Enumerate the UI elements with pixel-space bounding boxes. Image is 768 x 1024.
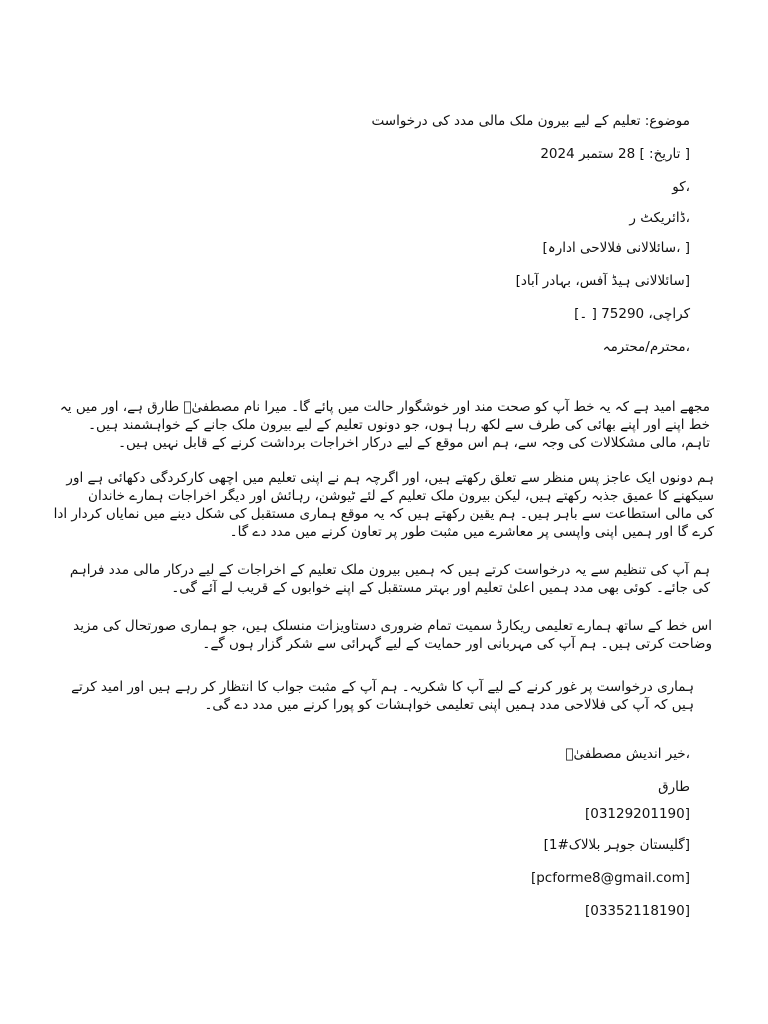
letter-subject: موضوع: تعلیم کے لیے بیرون ملک مالی مدد کی درخواست: [371, 113, 690, 129]
phone-number-secondary: [03352118190]: [584, 903, 690, 919]
email-address: [pcforme8@gmail.com]: [530, 870, 690, 886]
recipient-city: کراچی، 75290 [ ۔]: [574, 306, 690, 322]
phone-number: [03129201190]: [584, 806, 690, 822]
closing: ،خیر اندیش مصطفیٰؒ: [565, 746, 690, 762]
recipient-to: ،کو: [672, 179, 690, 195]
paragraph-line: ہیں کہ آپ کی فلالاحی مدد ہمیں اپنی تعلیمی خواہشات کو پورا کرنے میں مدد دے گی۔: [204, 697, 694, 713]
salutation: ،محترم/محترمہ: [602, 339, 690, 355]
paragraph-thanks: [71, 678, 694, 714]
paragraph-introduction: [60, 398, 710, 452]
paragraph-line: کی مالی استطاعت سے باہر ہیں۔ ہم یقین رکھتے ہیں کہ یہ موقع ہماری مستقبل کی شکل دینے میں نمایاں کردار ادا: [53, 506, 714, 522]
paragraph-line: اس خط کے ساتھ ہمارے تعلیمی ریکارڈ سمیت تمام ضروری دستاویزات منسلک ہیں، جو ہماری صورتحال کی مزید: [73, 618, 712, 634]
paragraph-line: خط اپنے اور اپنے بھائی کی طرف سے لکھ رہا ہوں، جو دونوں تعلیم کے لیے بیرون ملک جانے کے خواہشمند ہیں۔: [88, 417, 710, 433]
recipient-address: [سائلالانی ہیڈ آفس، بہادر آباد]: [515, 273, 690, 289]
paragraph-line: مجھے امید ہے کہ یہ خط آپ کو صحت مند اور خوشگوار حالت میں پائے گا۔ میرا نام مصطفیٰؒ طارق ہے، اور میں یہ: [59, 399, 710, 415]
paragraph-line: وضاحت کرتی ہیں۔ ہم آپ کی مہربانی اور حمایت کے لیے گہرائی سے شکر گزار ہوں گے۔: [202, 636, 712, 652]
paragraph-line: کی جائے۔ کوئی بھی مدد ہمیں اعلیٰ تعلیم اور بہتر مستقبل کے اپنے خوابوں کے قریب لے آئے گی۔: [171, 580, 710, 596]
recipient-organization: [ ،سائلالانی فلالاحی ادارہ]: [542, 240, 690, 256]
paragraph-background: [54, 469, 714, 541]
paragraph-line: ہم دونوں ایک عاجز پس منظر سے تعلق رکھتے ہیں، اور اگرچہ ہم نے اپنی تعلیم میں اچھی کارکردگی دکھائی ہے اور: [66, 470, 714, 486]
recipient-director: ،ڈائریکٹ ر: [629, 210, 690, 226]
paragraph-documents: [73, 617, 712, 653]
paragraph-line: کرے گا اور ہمیں اپنی واپسی پر معاشرے میں مثبت طور پر تعاون کرنے میں مدد دے گا۔: [229, 524, 714, 540]
paragraph-line: ہماری درخواست پر غور کرنے کے لیے آپ کا شکریہ۔ ہم آپ کے مثبت جواب کا انتظار کر رہے ہیں اور امید کرتے: [71, 679, 694, 695]
letter-date: [ تاریخ: ] 28 ستمبر 2024: [540, 146, 690, 162]
signature-name: طارق: [658, 779, 690, 795]
paragraph-line: سیکھنے کا عمیق جذبہ رکھتے ہیں، لیکن بیرون ملک تعلیم کے لئے ٹیوشن، رہائش اور دیگر اخراجات ہمارے خاندان: [88, 488, 714, 504]
paragraph-line: تاہم، مالی مشکلالات کی وجہ سے، ہم اس موقع کے لیے درکار اخراجات برداشت کرنے کے قابل نہیں ہیں۔: [118, 435, 710, 451]
home-address: [گلیستان جوہر بلالاک#1]: [543, 837, 690, 853]
paragraph-line: ہم آپ کی تنظیم سے یہ درخواست کرتے ہیں کہ ہمیں بیرون ملک تعلیم کے اخراجات کے لیے درکار مالی مدد فراہم: [69, 562, 710, 578]
paragraph-request: [70, 561, 710, 597]
